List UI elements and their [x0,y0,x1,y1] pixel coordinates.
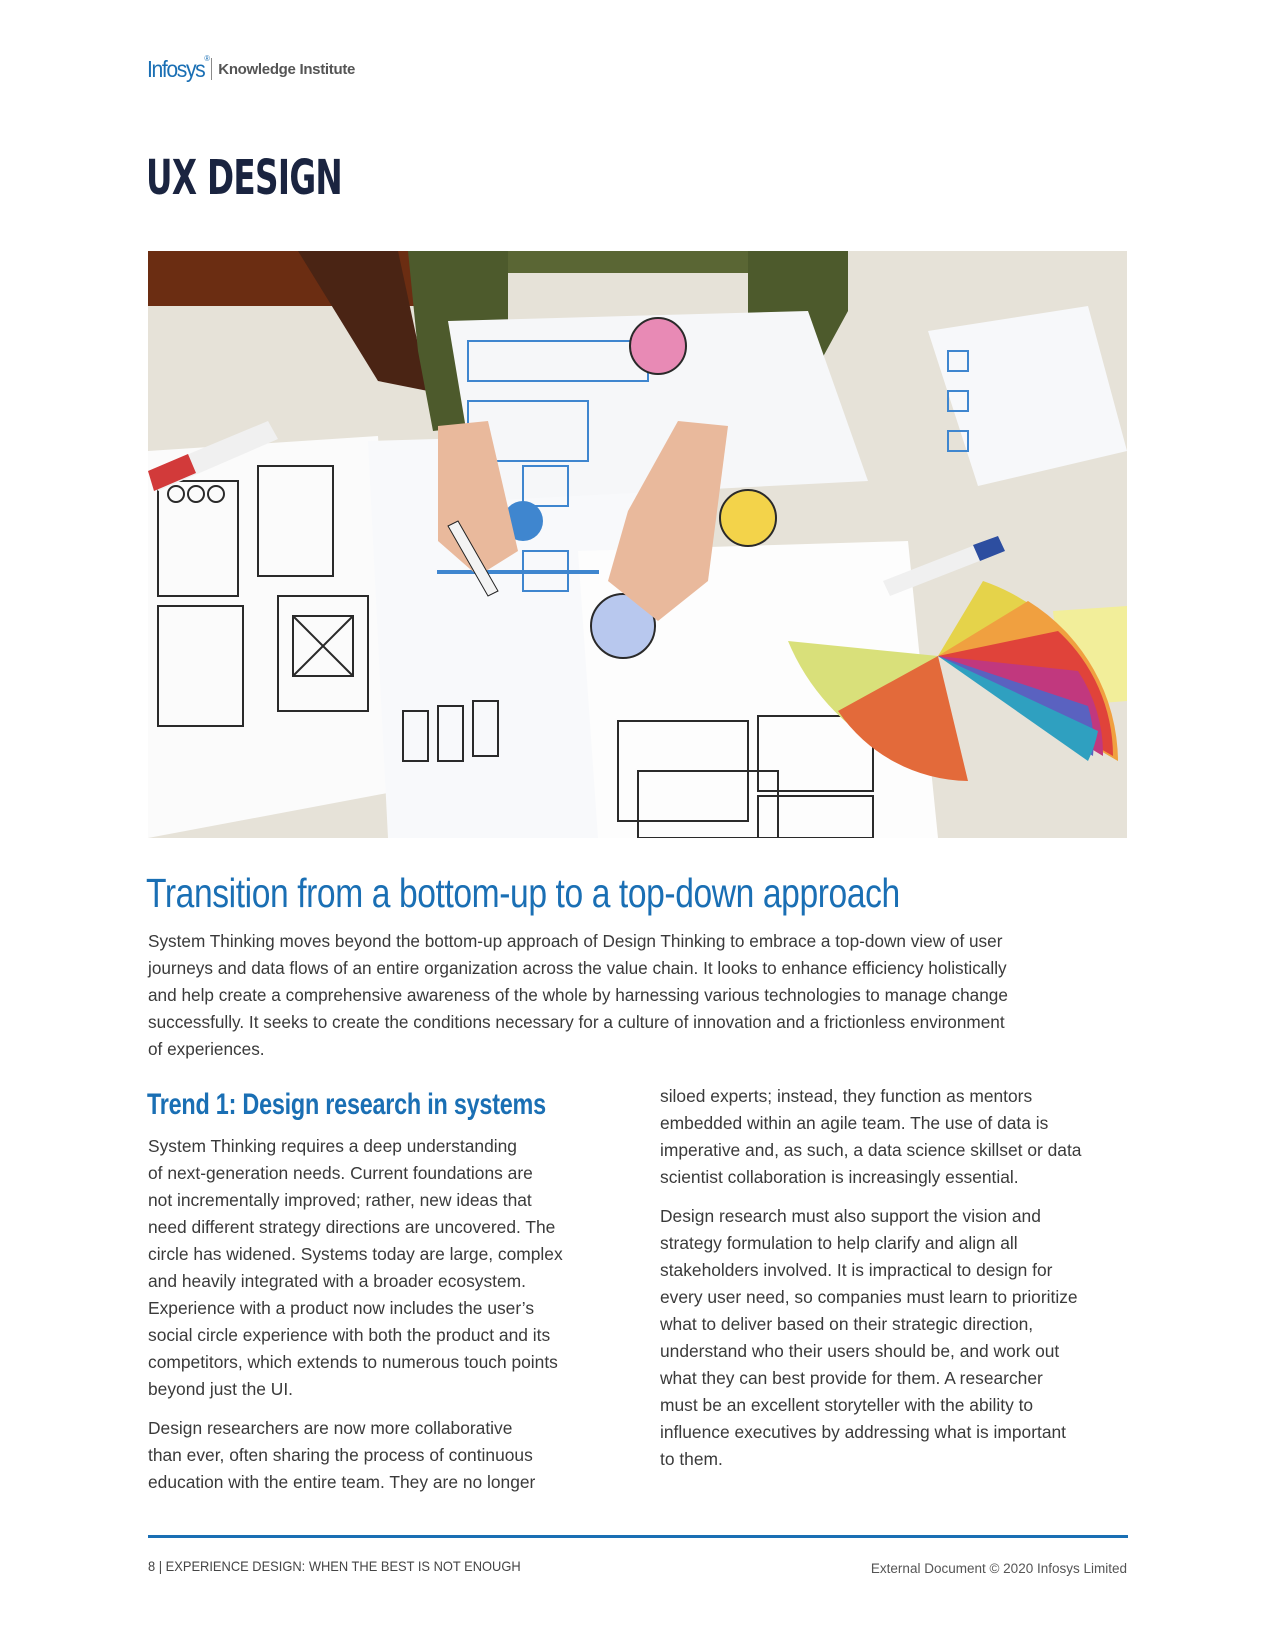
body-paragraph [148,1133,618,1403]
text-line: Design research must also support the vision and [660,1206,1041,1226]
intro-line: journeys and data flows of an entire organization across the value chain. It looks to enhance efficiency holistically [148,958,1007,978]
text-line: siloed experts; instead, they function as mentors [660,1086,1033,1106]
text-line: education with the entire team. They are no longer [148,1472,536,1492]
left-column [148,1133,618,1496]
section-heading: Transition from a bottom-up to a top-down approach [146,870,900,916]
infosys-logo [147,53,356,82]
paragraph-spacer [660,1191,1130,1203]
text-line: and heavily integrated with a broader ecosystem. [148,1271,526,1291]
body-paragraph [148,1415,618,1496]
intro-paragraph [148,928,1128,1063]
text-line: of next-generation needs. Current foundations are [148,1163,533,1183]
footer-separator: | [158,1558,163,1574]
body-paragraph [660,1083,1130,1191]
intro-line: and help create a comprehensive awareness of the whole by harnessing various technologies to manage change [148,985,1008,1005]
brand-name: Infosys® [147,53,210,82]
text-line: every user need, so companies must learn to prioritize [660,1287,1078,1307]
intro-line: successfully. It seeks to create the conditions necessary for a culture of innovation and a frictionless environment [148,1012,1005,1032]
footer-copyright: External Document © 2020 Infosys Limited [870,1561,1127,1576]
footer-divider [148,1535,1128,1538]
text-line: scientist collaboration is increasingly essential. [660,1167,1019,1187]
text-line: social circle experience with both the product and its [148,1325,551,1345]
text-line: not incrementally improved; rather, new ideas that [148,1190,532,1210]
hero-image [148,251,1127,838]
text-line: influence executives by addressing what is important [660,1422,1066,1442]
text-line: Design researchers are now more collaborative [148,1418,513,1438]
paragraph-spacer [148,1403,618,1415]
body-paragraph [660,1203,1130,1473]
document-title: EXPERIENCE DESIGN: WHEN THE BEST IS NOT ENOUGH [165,1558,521,1574]
logo-divider [211,58,212,80]
text-line: competitors, which extends to numerous touch points [148,1352,558,1372]
text-line: circle has widened. Systems today are large, complex [148,1244,563,1264]
text-line: beyond just the UI. [148,1379,294,1399]
text-line: embedded within an agile team. The use of data is [660,1113,1049,1133]
page-number: 8 [148,1558,156,1574]
text-line: what they can best provide for them. A researcher [660,1368,1043,1388]
right-column [660,1083,1130,1473]
text-line: Experience with a product now includes the user’s [148,1298,535,1318]
intro-line: of experiences. [148,1039,265,1059]
text-line: to them. [660,1449,723,1469]
text-line: stakeholders involved. It is impractical to design for [660,1260,1053,1280]
text-line: what to deliver based on their strategic direction, [660,1314,1034,1334]
footer-doc-title [148,1558,521,1574]
text-line: understand who their users should be, and work out [660,1341,1060,1361]
intro-line: System Thinking moves beyond the bottom-up approach of Design Thinking to embrace a top-down view of user [148,931,1003,951]
trend-heading: Trend 1: Design research in systems [147,1088,546,1121]
subbrand-name: Knowledge Institute [218,60,356,78]
text-line: must be an excellent storyteller with the ability to [660,1395,1034,1415]
text-line: System Thinking requires a deep understanding [148,1136,517,1156]
text-line: strategy formulation to help clarify and align all [660,1233,1018,1253]
page-title: UX DESIGN [146,150,343,206]
text-line: imperative and, as such, a data science skillset or data [660,1140,1082,1160]
text-line: need different strategy directions are uncovered. The [148,1217,556,1237]
text-line: than ever, often sharing the process of continuous [148,1445,533,1465]
